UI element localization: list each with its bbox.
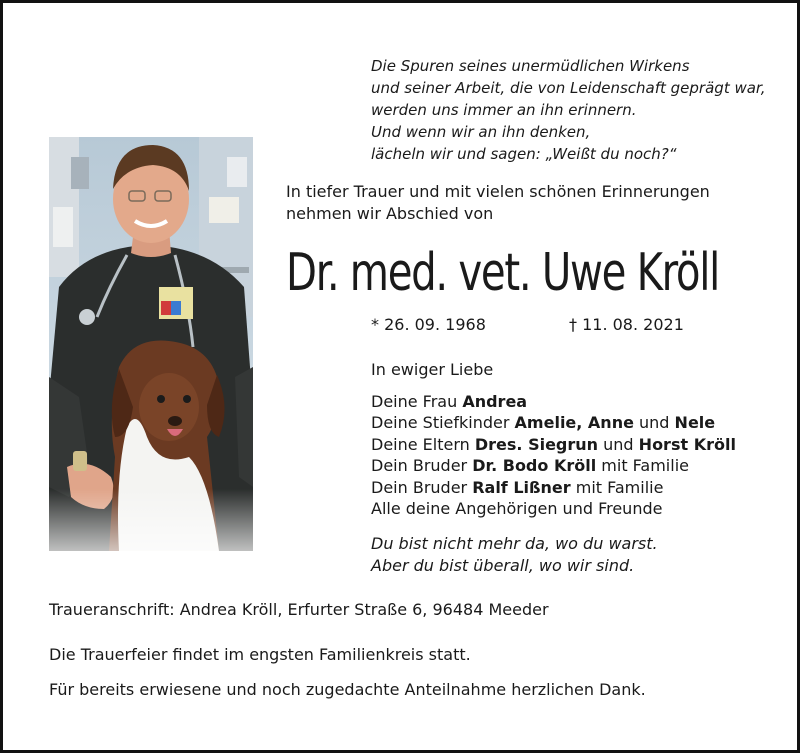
death-date: † 11. 08. 2021 [569, 315, 684, 334]
mourning-address: Traueranschrift: Andrea Kröll, Erfurter Straße 6, 96484 Meeder [49, 600, 549, 619]
relation-label: Dein Bruder [371, 477, 473, 497]
intro-text: In tiefer Trauer und mit vielen schönen Erinnerungen nehmen wir Abschied von [286, 182, 710, 223]
relation-label: Deine Eltern [371, 434, 475, 454]
relation-label: Dein Bruder [371, 456, 473, 475]
poem-line: lächeln wir und sagen: „Weißt du noch?“ [371, 145, 677, 163]
portrait-photo [49, 137, 253, 551]
closing-line: Du bist nicht mehr da, wo du warst. [371, 534, 658, 553]
family-line-stepchildren [371, 412, 736, 434]
family-list [371, 359, 736, 520]
conjunction: und [633, 413, 675, 432]
relation-suffix: mit Familie [570, 477, 664, 497]
family-line-brother [371, 455, 736, 477]
deceased-name: Dr. med. vet. Uwe Kröll [286, 243, 720, 303]
brother-name: Dr. Bodo Kröll [472, 456, 597, 475]
relation-suffix: mit Familie [596, 456, 689, 475]
relation-label: Deine Frau [371, 391, 463, 411]
poem-line: Und wenn wir an ihn denken, [371, 123, 591, 141]
relation-label: Deine Stiefkinder [371, 413, 515, 432]
poem-line: werden uns immer an ihn erinnern. [371, 101, 637, 119]
funeral-notice: Die Trauerfeier findet im engsten Familienkreis statt. [49, 645, 471, 664]
father-name: Horst Kröll [638, 434, 736, 454]
stepchild-name: Nele [674, 413, 716, 432]
family-line-wife [371, 391, 736, 413]
poem [371, 55, 765, 165]
closing-line: Aber du bist überall, wo wir sind. [371, 556, 635, 575]
spacer [371, 381, 736, 391]
brother-name: Ralf Lißner [472, 477, 571, 497]
family-header: In ewiger Liebe [371, 360, 494, 379]
birth-date: * 26. 09. 1968 [371, 315, 486, 334]
poem-line: und seiner Arbeit, die von Leidenschaft geprägt war, [371, 79, 766, 97]
poem-line: Die Spuren seines unermüdlichen Wirkens [371, 57, 690, 75]
mother-name: Dres. Siegrun [474, 434, 599, 454]
thanks-note: Für bereits erwiesene und noch zugedachte Anteilnahme herzlichen Dank. [49, 680, 646, 699]
family-line-parents [371, 434, 736, 456]
closing-verse [371, 533, 658, 577]
stepchildren-names: Amelie, Anne [514, 413, 634, 432]
conjunction: und [598, 434, 639, 454]
family-line-brother [371, 477, 736, 499]
wife-name: Andrea [462, 391, 528, 411]
family-line-all: Alle deine Angehörigen und Freunde [371, 499, 663, 518]
